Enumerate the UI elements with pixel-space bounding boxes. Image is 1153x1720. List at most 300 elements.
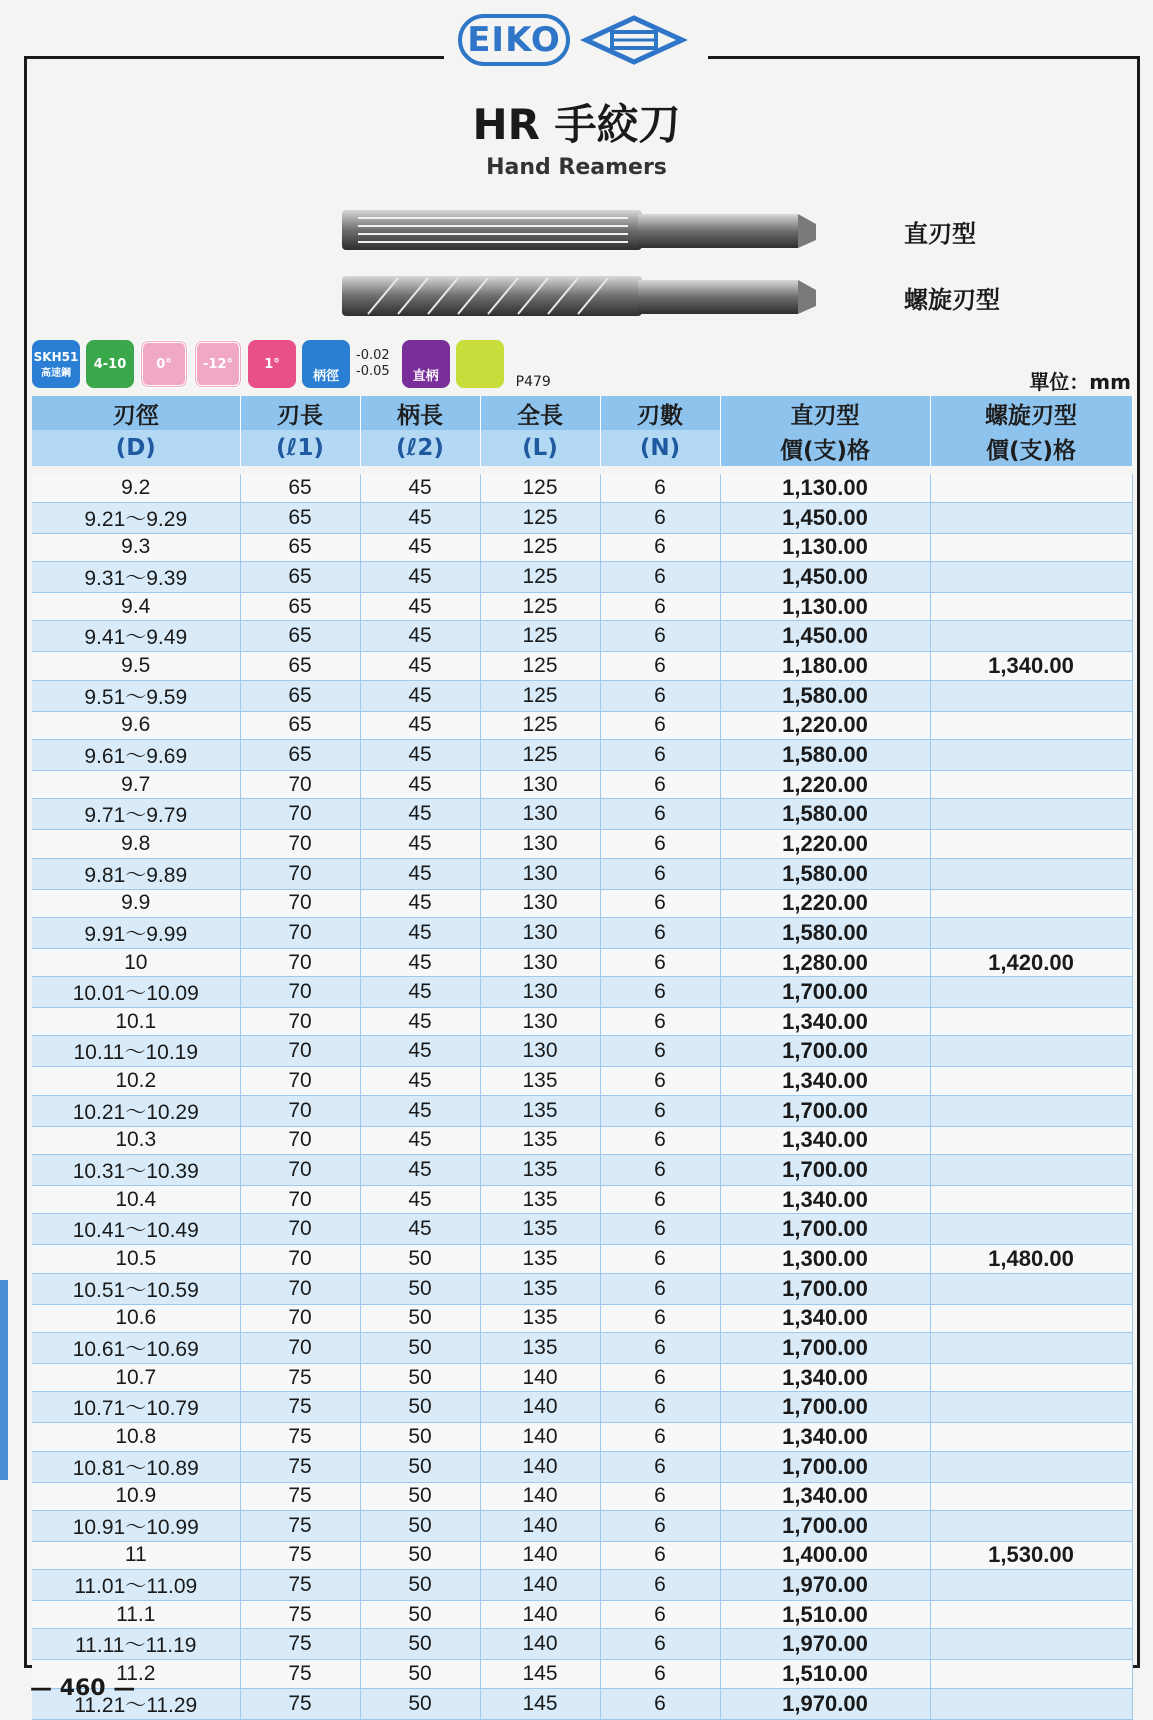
spiral-price-cell	[930, 1482, 1132, 1510]
straight-price-cell: 1,340.00	[720, 1067, 930, 1095]
shank-length-cell: 45	[360, 502, 480, 533]
material-text: SKH51	[33, 349, 79, 364]
flute-length-cell: 75	[240, 1541, 360, 1569]
spiral-price-cell	[930, 533, 1132, 561]
flute-length-cell: 65	[240, 533, 360, 561]
spiral-price-cell	[930, 502, 1132, 533]
spiral-price-cell	[930, 621, 1132, 652]
straight-price-cell: 1,300.00	[720, 1245, 930, 1273]
col-header-flutes: 刃數	[600, 396, 720, 430]
col-header-shank-length: 柄長	[360, 396, 480, 430]
flute-length-cell: 70	[240, 1245, 360, 1273]
shank-length-cell: 45	[360, 533, 480, 561]
diameter-cell: 10.8	[32, 1423, 240, 1451]
flutes-cell: 6	[600, 1482, 720, 1510]
flutes-cell: 6	[600, 1601, 720, 1629]
flutes-cell: 6	[600, 621, 720, 652]
table-row	[32, 652, 1132, 680]
page-subtitle: Hand Reamers	[486, 155, 667, 180]
col-sub-overall-length: (L)	[480, 430, 600, 466]
shank-length-cell: 50	[360, 1304, 480, 1332]
flute-length-cell: 75	[240, 1660, 360, 1688]
overall-length-cell: 125	[480, 502, 600, 533]
shank-length-cell: 45	[360, 830, 480, 858]
flutes-cell: 6	[600, 533, 720, 561]
diameter-cell: 10.91～10.99	[32, 1510, 240, 1541]
overall-length-cell: 145	[480, 1660, 600, 1688]
straight-price-cell: 1,970.00	[720, 1570, 930, 1601]
overall-length-cell: 140	[480, 1601, 600, 1629]
table-row	[32, 1660, 1132, 1688]
flute-length-cell: 70	[240, 1214, 360, 1245]
shank-length-cell: 45	[360, 1008, 480, 1036]
overall-length-cell: 135	[480, 1067, 600, 1095]
diameter-cell: 10.1	[32, 1008, 240, 1036]
diameter-cell: 9.91～9.99	[32, 917, 240, 948]
spiral-price-cell	[930, 1363, 1132, 1391]
spiral-price-cell	[930, 739, 1132, 770]
flute-length-cell: 70	[240, 830, 360, 858]
diameter-cell: 9.61～9.69	[32, 739, 240, 770]
col-header-overall-length: 全長	[480, 396, 600, 430]
table-row	[32, 1095, 1132, 1126]
angle3-text: 1°	[264, 356, 280, 372]
shank-length-cell: 50	[360, 1688, 480, 1719]
table-row	[32, 1008, 1132, 1036]
overall-length-cell: 125	[480, 652, 600, 680]
straight-price-cell: 1,340.00	[720, 1008, 930, 1036]
flute-length-cell: 70	[240, 917, 360, 948]
table-row	[32, 562, 1132, 593]
straight-price-cell: 1,580.00	[720, 858, 930, 889]
col-sub-diameter: (D)	[32, 430, 240, 466]
flutes-cell: 6	[600, 1660, 720, 1688]
flute-length-cell: 65	[240, 502, 360, 533]
flutes-cell: 6	[600, 948, 720, 976]
straight-price-cell: 1,700.00	[720, 1036, 930, 1067]
spiral-price-cell: 1,480.00	[930, 1245, 1132, 1273]
straight-price-cell: 1,700.00	[720, 1392, 930, 1423]
page-title: HR 手絞刀	[472, 100, 681, 149]
spiral-price-cell	[930, 1273, 1132, 1304]
straight-reamer-image	[338, 204, 818, 256]
flute-length-cell: 70	[240, 948, 360, 976]
overall-length-cell: 130	[480, 917, 600, 948]
table-row	[32, 1570, 1132, 1601]
overall-length-cell: 135	[480, 1273, 600, 1304]
straight-price-cell: 1,700.00	[720, 1332, 930, 1363]
straight-price-cell: 1,130.00	[720, 533, 930, 561]
eiko-logo	[458, 10, 698, 70]
shank-length-cell: 45	[360, 1126, 480, 1154]
table-row	[32, 948, 1132, 976]
flutes-cell: 6	[600, 1392, 720, 1423]
overall-length-cell: 130	[480, 1036, 600, 1067]
diameter-cell: 9.71～9.79	[32, 799, 240, 830]
straight-price-cell: 1,340.00	[720, 1423, 930, 1451]
diameter-cell: 10.7	[32, 1363, 240, 1391]
shank-length-cell: 45	[360, 474, 480, 502]
flutes-cell: 6	[600, 1095, 720, 1126]
overall-length-cell: 140	[480, 1510, 600, 1541]
table-row	[32, 1451, 1132, 1482]
flutes-cell: 6	[600, 711, 720, 739]
overall-length-cell: 135	[480, 1095, 600, 1126]
price-table-body	[32, 474, 1132, 1719]
helix-angle-icon	[194, 340, 242, 388]
diameter-cell: 10.81～10.89	[32, 1451, 240, 1482]
table-row	[32, 1067, 1132, 1095]
overall-length-cell: 125	[480, 680, 600, 711]
flute-length-cell: 65	[240, 711, 360, 739]
flute-length-cell: 65	[240, 739, 360, 770]
shank-length-cell: 45	[360, 770, 480, 798]
flute-length-cell: 75	[240, 1423, 360, 1451]
col-sub-spiral-price: 價(支)格	[930, 430, 1132, 466]
spiral-price-cell: 1,420.00	[930, 948, 1132, 976]
col-sub-shank-length: (ℓ2)	[360, 430, 480, 466]
shank-length-cell: 50	[360, 1423, 480, 1451]
flute-length-cell: 70	[240, 1155, 360, 1186]
price-table	[32, 396, 1133, 1720]
shank-length-cell: 50	[360, 1332, 480, 1363]
page-reference: P479	[515, 374, 551, 390]
logo-diamond-icon	[582, 14, 686, 66]
flute-length-cell: 65	[240, 652, 360, 680]
spiral-price-cell	[930, 1660, 1132, 1688]
shank-length-cell: 50	[360, 1541, 480, 1569]
straight-price-cell: 1,220.00	[720, 711, 930, 739]
spiral-price-cell	[930, 1036, 1132, 1067]
straight-price-cell: 1,340.00	[720, 1186, 930, 1214]
flute-length-cell: 75	[240, 1629, 360, 1660]
flute-length-cell: 75	[240, 1570, 360, 1601]
spiral-price-cell: 1,340.00	[930, 652, 1132, 680]
diameter-cell: 10.21～10.29	[32, 1095, 240, 1126]
overall-length-cell: 125	[480, 474, 600, 502]
flutes-cell: 6	[600, 830, 720, 858]
straight-price-cell: 1,130.00	[720, 474, 930, 502]
diameter-cell: 9.9	[32, 889, 240, 917]
flutes-cell: 6	[600, 1036, 720, 1067]
logo-text: EIKO	[458, 14, 570, 66]
diameter-cell: 9.4	[32, 593, 240, 621]
straight-price-cell: 1,340.00	[720, 1363, 930, 1391]
overall-length-cell: 135	[480, 1245, 600, 1273]
flute-length-cell: 65	[240, 621, 360, 652]
overall-length-cell: 130	[480, 977, 600, 1008]
shank-length-cell: 45	[360, 652, 480, 680]
diameter-cell: 10	[32, 948, 240, 976]
spiral-price-cell	[930, 680, 1132, 711]
shank-length-cell: 45	[360, 1067, 480, 1095]
shank-length-cell: 45	[360, 621, 480, 652]
straight-price-cell: 1,970.00	[720, 1629, 930, 1660]
shank-length-cell: 45	[360, 799, 480, 830]
flutes-cell: 6	[600, 1155, 720, 1186]
flute-length-cell: 70	[240, 977, 360, 1008]
flutes-cell: 6	[600, 1008, 720, 1036]
flutes-cell: 6	[600, 739, 720, 770]
diameter-cell: 10.11～10.19	[32, 1036, 240, 1067]
straight-price-cell: 1,700.00	[720, 977, 930, 1008]
spiral-price-cell	[930, 1451, 1132, 1482]
straight-price-cell: 1,400.00	[720, 1541, 930, 1569]
table-row	[32, 1510, 1132, 1541]
shank-length-cell: 45	[360, 711, 480, 739]
shank-length-cell: 45	[360, 1155, 480, 1186]
overall-length-cell: 125	[480, 562, 600, 593]
shank-length-cell: 45	[360, 889, 480, 917]
shank-dia-text: 柄徑	[312, 369, 339, 384]
spiral-price-cell	[930, 977, 1132, 1008]
straight-price-cell: 1,450.00	[720, 621, 930, 652]
taper-angle-icon	[248, 340, 296, 388]
spiral-price-cell	[930, 799, 1132, 830]
flutes-cell: 6	[600, 474, 720, 502]
flute-length-cell: 70	[240, 1095, 360, 1126]
table-row	[32, 1214, 1132, 1245]
shank-length-cell: 45	[360, 593, 480, 621]
straight-price-cell: 1,580.00	[720, 917, 930, 948]
table-row	[32, 1363, 1132, 1391]
col-header-straight: 直刃型	[720, 396, 930, 430]
spiral-price-cell	[930, 1423, 1132, 1451]
diameter-cell: 11.01～11.09	[32, 1570, 240, 1601]
overall-length-cell: 130	[480, 858, 600, 889]
table-row	[32, 1601, 1132, 1629]
flutes-cell: 6	[600, 889, 720, 917]
flute-length-cell: 70	[240, 799, 360, 830]
flutes-cell: 6	[600, 1304, 720, 1332]
diameter-cell: 10.31～10.39	[32, 1155, 240, 1186]
table-row	[32, 1332, 1132, 1363]
overall-length-cell: 135	[480, 1214, 600, 1245]
shank-length-cell: 50	[360, 1601, 480, 1629]
flute-length-cell: 70	[240, 1186, 360, 1214]
spiral-price-cell	[930, 1067, 1132, 1095]
overall-length-cell: 135	[480, 1155, 600, 1186]
diameter-cell: 9.8	[32, 830, 240, 858]
shank-length-cell: 45	[360, 680, 480, 711]
diameter-cell: 11.2	[32, 1660, 240, 1688]
spiral-price-cell	[930, 562, 1132, 593]
spiral-price-cell	[930, 1688, 1132, 1719]
diameter-cell: 10.41～10.49	[32, 1214, 240, 1245]
diameter-cell: 10.5	[32, 1245, 240, 1273]
diameter-cell: 10.4	[32, 1186, 240, 1214]
straight-price-cell: 1,700.00	[720, 1155, 930, 1186]
table-row	[32, 1629, 1132, 1660]
table-row	[32, 1126, 1132, 1154]
overall-length-cell: 140	[480, 1482, 600, 1510]
col-header-flute-length: 刃長	[240, 396, 360, 430]
straight-price-cell: 1,970.00	[720, 1688, 930, 1719]
straight-price-cell: 1,580.00	[720, 799, 930, 830]
spiral-price-cell	[930, 1126, 1132, 1154]
straight-price-cell: 1,220.00	[720, 889, 930, 917]
flutes-cell: 6	[600, 1363, 720, 1391]
flute-length-cell: 75	[240, 1601, 360, 1629]
diameter-cell: 9.3	[32, 533, 240, 561]
shank-length-cell: 45	[360, 1036, 480, 1067]
flutes-cell: 6	[600, 562, 720, 593]
spiral-price-cell	[930, 1601, 1132, 1629]
shank-length-cell: 45	[360, 1214, 480, 1245]
diameter-cell: 10.9	[32, 1482, 240, 1510]
col-header-spiral: 螺旋刃型	[930, 396, 1132, 430]
straight-price-cell: 1,700.00	[720, 1510, 930, 1541]
overall-length-cell: 135	[480, 1304, 600, 1332]
straight-price-cell: 1,280.00	[720, 948, 930, 976]
spiral-price-cell	[930, 770, 1132, 798]
overall-length-cell: 140	[480, 1392, 600, 1423]
overall-length-cell: 125	[480, 739, 600, 770]
angle1-text: 0°	[156, 356, 172, 372]
tolerance-upper: -0.02	[356, 348, 390, 363]
overall-length-cell: 140	[480, 1570, 600, 1601]
spiral-price-cell	[930, 1392, 1132, 1423]
shank-type-text: 直柄	[412, 369, 439, 384]
table-row	[32, 799, 1132, 830]
table-row	[32, 1273, 1132, 1304]
spiral-price-cell	[930, 858, 1132, 889]
overall-length-cell: 140	[480, 1541, 600, 1569]
spiral-price-cell	[930, 711, 1132, 739]
table-row	[32, 1541, 1132, 1569]
col-sub-flute-length: (ℓ1)	[240, 430, 360, 466]
diameter-cell: 10.71～10.79	[32, 1392, 240, 1423]
overall-length-cell: 130	[480, 889, 600, 917]
overall-length-cell: 140	[480, 1363, 600, 1391]
diameter-cell: 9.2	[32, 474, 240, 502]
flutes-cell: 6	[600, 1688, 720, 1719]
overall-length-cell: 125	[480, 593, 600, 621]
table-row	[32, 977, 1132, 1008]
spiral-price-cell: 1,530.00	[930, 1541, 1132, 1569]
straight-shank-icon	[402, 340, 450, 388]
shank-length-cell: 50	[360, 1570, 480, 1601]
table-row	[32, 1036, 1132, 1067]
overall-length-cell: 140	[480, 1451, 600, 1482]
tolerance-lower: -0.05	[356, 364, 390, 379]
spiral-price-cell	[930, 1629, 1132, 1660]
overall-length-cell: 135	[480, 1186, 600, 1214]
table-row	[32, 739, 1132, 770]
flute-length-cell: 70	[240, 770, 360, 798]
flutes-cell: 6	[600, 1541, 720, 1569]
spiral-price-cell	[930, 1214, 1132, 1245]
diameter-cell: 11.21～11.29	[32, 1688, 240, 1719]
diameter-cell: 9.6	[32, 711, 240, 739]
shank-length-cell: 45	[360, 948, 480, 976]
straight-price-cell: 1,450.00	[720, 502, 930, 533]
range-text: 4-10	[93, 356, 127, 372]
table-row	[32, 711, 1132, 739]
flute-length-cell: 65	[240, 562, 360, 593]
straight-price-cell: 1,340.00	[720, 1482, 930, 1510]
unit-label: 單位：mm	[1029, 370, 1131, 394]
spiral-price-cell	[930, 830, 1132, 858]
diameter-cell: 10.01～10.09	[32, 977, 240, 1008]
spiral-price-cell	[930, 593, 1132, 621]
table-row	[32, 502, 1132, 533]
side-tab	[0, 1280, 8, 1480]
straight-price-cell: 1,340.00	[720, 1126, 930, 1154]
overall-length-cell: 140	[480, 1423, 600, 1451]
diameter-cell: 10.51～10.59	[32, 1273, 240, 1304]
shank-length-cell: 50	[360, 1245, 480, 1273]
material-icon	[32, 340, 80, 388]
diameter-cell: 9.51～9.59	[32, 680, 240, 711]
spec-icons	[32, 338, 551, 390]
flutes-cell: 6	[600, 1629, 720, 1660]
flutes-cell: 6	[600, 1067, 720, 1095]
overall-length-cell: 130	[480, 770, 600, 798]
table-row	[32, 1482, 1132, 1510]
diameter-cell: 9.41～9.49	[32, 621, 240, 652]
spiral-reamer-label: 螺旋刃型	[904, 286, 1000, 314]
coolant-icon	[456, 340, 504, 388]
flutes-cell: 6	[600, 1423, 720, 1451]
flutes-cell: 6	[600, 1451, 720, 1482]
flute-length-cell: 70	[240, 1126, 360, 1154]
shank-length-cell: 45	[360, 562, 480, 593]
diameter-cell: 9.7	[32, 770, 240, 798]
straight-price-cell: 1,130.00	[720, 593, 930, 621]
table-row	[32, 621, 1132, 652]
page-number: — 460 —	[30, 1676, 136, 1701]
spiral-price-cell	[930, 1570, 1132, 1601]
col-sub-straight-price: 價(支)格	[720, 430, 930, 466]
flutes-cell: 6	[600, 1332, 720, 1363]
diameter-cell: 9.5	[32, 652, 240, 680]
straight-price-cell: 1,580.00	[720, 739, 930, 770]
flute-length-cell: 65	[240, 474, 360, 502]
spiral-price-cell	[930, 1155, 1132, 1186]
shank-length-cell: 50	[360, 1392, 480, 1423]
straight-price-cell: 1,180.00	[720, 652, 930, 680]
shank-length-cell: 45	[360, 858, 480, 889]
flute-length-cell: 65	[240, 680, 360, 711]
spiral-price-cell	[930, 1008, 1132, 1036]
shank-length-cell: 45	[360, 1095, 480, 1126]
shank-length-cell: 50	[360, 1363, 480, 1391]
shank-length-cell: 50	[360, 1482, 480, 1510]
flutes-cell: 6	[600, 917, 720, 948]
spiral-price-cell	[930, 1510, 1132, 1541]
overall-length-cell: 130	[480, 948, 600, 976]
table-row	[32, 1304, 1132, 1332]
flutes-cell: 6	[600, 680, 720, 711]
table-row	[32, 1186, 1132, 1214]
flute-length-cell: 70	[240, 858, 360, 889]
shank-length-cell: 45	[360, 977, 480, 1008]
flutes-cell: 6	[600, 858, 720, 889]
shank-diameter-icon	[302, 340, 350, 388]
shank-length-cell: 50	[360, 1660, 480, 1688]
flute-length-cell: 75	[240, 1392, 360, 1423]
table-row	[32, 1423, 1132, 1451]
straight-price-cell: 1,700.00	[720, 1273, 930, 1304]
flute-length-cell: 70	[240, 1036, 360, 1067]
overall-length-cell: 130	[480, 1008, 600, 1036]
straight-price-cell: 1,220.00	[720, 770, 930, 798]
flutes-cell: 6	[600, 593, 720, 621]
spiral-price-cell	[930, 889, 1132, 917]
table-row	[32, 1155, 1132, 1186]
shank-length-cell: 50	[360, 1629, 480, 1660]
